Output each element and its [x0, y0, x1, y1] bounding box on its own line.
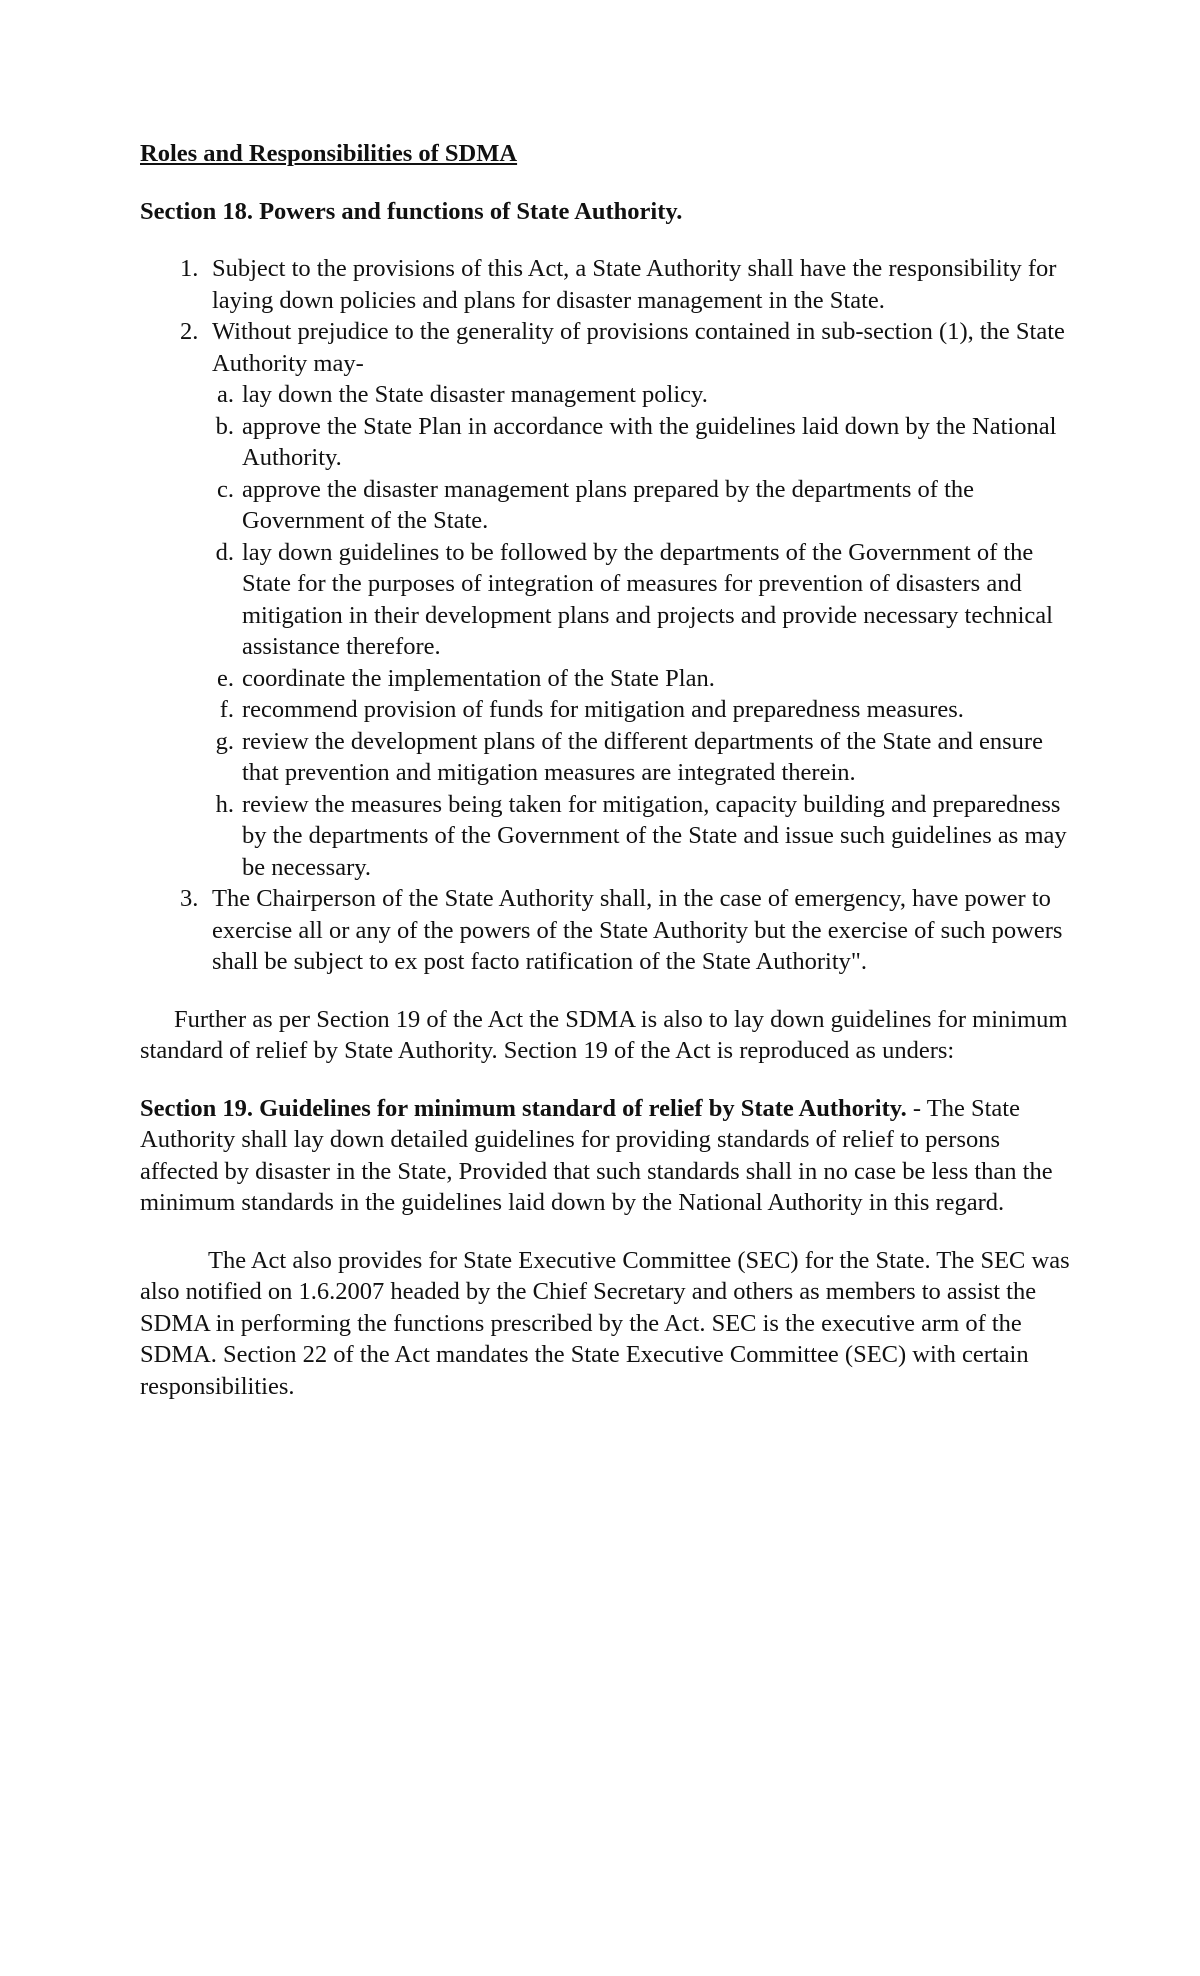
sub-list-letter: e. [217, 664, 234, 692]
list-item-text: The Chairperson of the State Authority shall, in the case of emergency, have power to exercise all or any of the powers of the State Authority but the exercise of such powers shall be subject to ex post facto ratification of the State Authority". [212, 885, 1063, 975]
paragraph-further: Further as per Section 19 of the Act the SDMA is also to lay down guidelines for minimum standard of relief by State Authority. Section 19 of the Act is reproduced as unders: [140, 1005, 1068, 1064]
sub-list-letter: b. [215, 412, 234, 440]
section-19-heading: Section 19. Guidelines for minimum standard of relief by State Authority. [140, 1094, 907, 1122]
sub-list-letter: f. [219, 696, 234, 723]
sub-list-item [140, 694, 1080, 726]
sub-list-item [140, 379, 1080, 411]
sub-list-text: recommend provision of funds for mitigation and preparedness measures. [242, 696, 964, 723]
sub-list-letter: d. [215, 538, 234, 566]
list-item-number: 2. [180, 318, 199, 345]
sub-list-text: review the measures being taken for mitigation, capacity building and preparedness by the departments of the Government of the State and issue such guidelines as may be necessary. [242, 790, 1067, 881]
paragraph-sec: The Act also provides for State Executive Committee (SEC) for the State. The SEC was also notified on 1.6.2007 headed by the Chief Secretary and others as members to assist the SDMA in performing the functions prescribed by the Act. SEC is the executive arm of the SDMA. Section 22 of the Act mandates the State Executive Committee (SEC) with certain responsibilities. [140, 1246, 1070, 1400]
section-19-paragraph [140, 1093, 1080, 1219]
sub-list-text: review the development plans of the different departments of the State and ensure that prevention and mitigation measures are integrated therein. [242, 727, 1043, 786]
document-title: Roles and Responsibilities of SDMA [140, 140, 518, 167]
list-item-number: 3. [180, 885, 199, 912]
list-item [140, 316, 1080, 883]
list-item [140, 883, 1080, 978]
list-item [140, 253, 1080, 316]
list-item-text: Without prejudice to the generality of provisions contained in sub-section (1), the State Authority may- [212, 318, 1065, 377]
sub-list-letter: c. [217, 475, 234, 503]
sub-list-text: approve the disaster management plans prepared by the departments of the Government of the State. [242, 475, 975, 534]
section-19-text: - The State Authority shall lay down detailed guidelines for providing standards of relief to persons affected by disaster in the State, Provided that such standards shall in no case be less than the minimum standards in the guidelines laid down by the National Authority in this regard. [140, 1094, 1053, 1216]
sub-list-item [140, 411, 1080, 474]
sub-list-item [140, 789, 1080, 884]
sub-list-item [140, 474, 1080, 537]
list-item-text: Subject to the provisions of this Act, a State Authority shall have the responsibility for laying down policies and plans for disaster management in the State. [212, 255, 1057, 314]
sub-list-letter: a. [217, 381, 234, 408]
sub-list-item [140, 726, 1080, 789]
sub-list-letter: g. [215, 727, 234, 755]
section-18-heading: Section 18. Powers and functions of State Authority. [140, 197, 683, 225]
sub-list [140, 379, 1080, 883]
sub-list-text: coordinate the implementation of the State Plan. [242, 664, 715, 692]
section-18-list [140, 253, 1080, 978]
sub-list-text: lay down the State disaster management policy. [242, 381, 708, 408]
sub-list-item [140, 537, 1080, 663]
list-item-number: 1. [180, 255, 199, 282]
sub-list-item [140, 663, 1080, 695]
sub-list-letter: h. [215, 790, 234, 818]
sub-list-text: lay down guidelines to be followed by the departments of the Government of the State for the purposes of integration of measures for prevention of disasters and mitigation in their development plans and projects and provide necessary technical assistance therefore. [242, 538, 1053, 660]
document-page [140, 138, 1080, 1428]
sub-list-text: approve the State Plan in accordance with the guidelines laid down by the National Authority. [242, 412, 1057, 471]
